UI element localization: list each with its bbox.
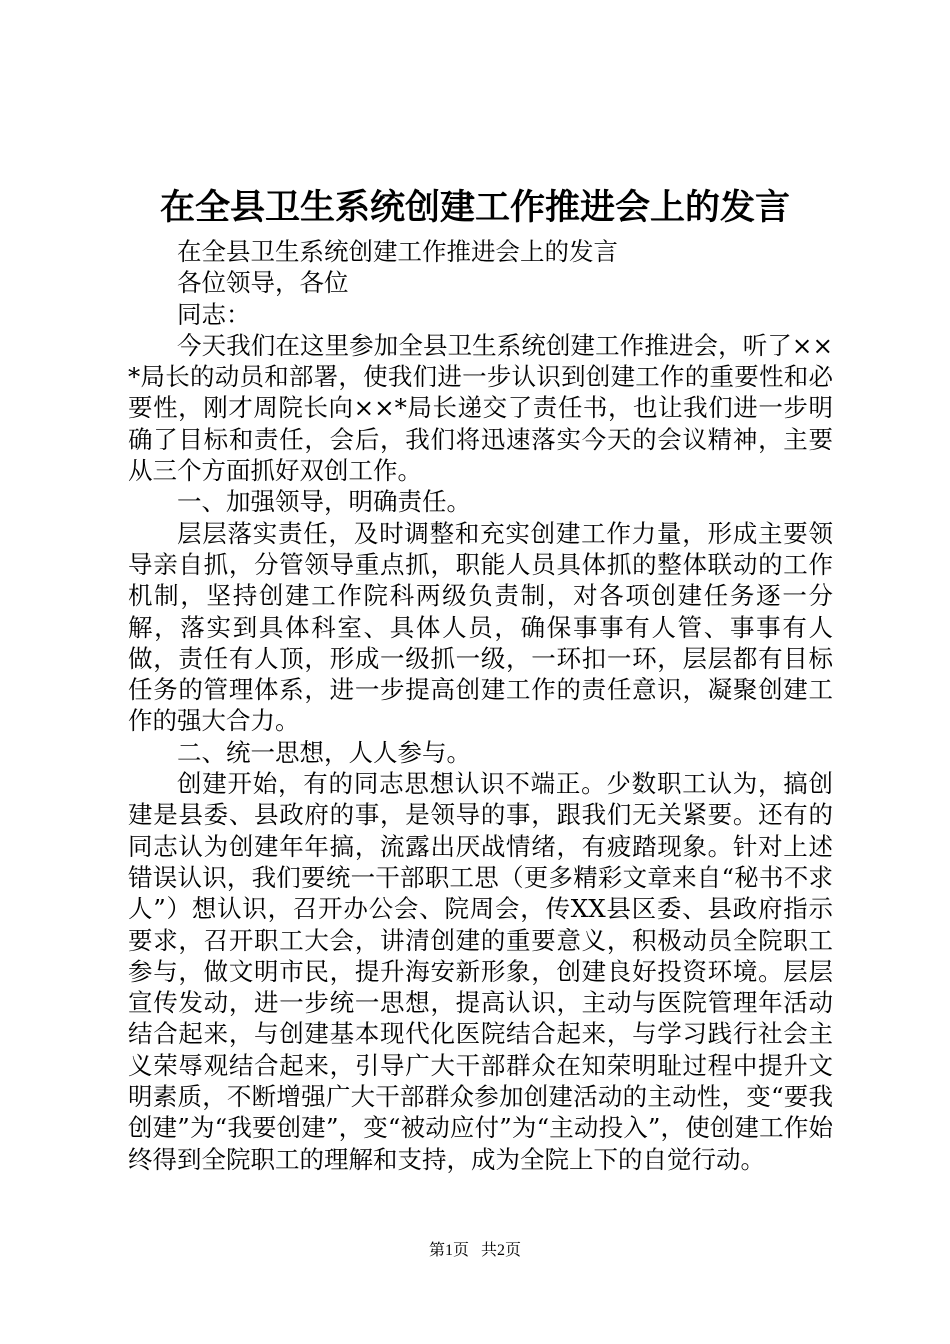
paragraph-salutation-cont: 同志：: [177, 299, 251, 329]
paragraph-section-1: 层层落实责任，及时调整和充实创建工作力量，形成主要领导亲自抓，分管领导重点抓，职能人员具体抓的整体联动的工作机制，坚持创建工作院科两级负责制，对各项创建任务逐一分解，落实到具体科室、具体人员，确保事事有人管、事事有人做，责任有人顶，形成一级抓一级，一环扣一环，层层都有目标任务的管理体系，进一步提高创建工作的责任意识，凝聚创建工作的强大合力。: [128, 518, 833, 736]
paragraph-subtitle: 在全县卫生系统创建工作推进会上的发言: [177, 237, 618, 266]
document-body: [128, 236, 833, 1175]
page-footer: [0, 1239, 950, 1263]
page-total: 共2页: [481, 1242, 522, 1259]
paragraph-intro: 今天我们在这里参加全县卫生系统创建工作推进会，听了××*局长的动员和部署，使我们进一步认识到创建工作的重要性和必要性，刚才周院长向××*局长递交了责任书，也让我们进一步明确了目标和责任，会后，我们将迅速落实今天的会议精神，主要从三个方面抓好双创工作。: [128, 330, 833, 486]
paragraph-section-2: 创建开始，有的同志思想认识不端正。少数职工认为，搞创建是县委、县政府的事，是领导的事，跟我们无关紧要。还有的同志认为创建年年搞，流露出厌战情绪，有疲踏现象。针对上述错误认识，我们要统一干部职工思（更多精彩文章来自“秘书不求人”）想认识，召开办公会、院周会，传XX县区委、县政府指示要求，召开职工大会，讲清创建的重要意义，积极动员全院职工参与，做文明市民，提升海安新形象，创建良好投资环境。层层宣传发动，进一步统一思想，提高认识，主动与医院管理年活动结合起来，与创建基本现代化医院结合起来，与学习践行社会主义荣辱观结合起来，引导广大干部群众在知荣明耻过程中提升文明素质，不断增强广大干部群众参加创建活动的主动性，变“要我创建”为“我要创建”，变“被动应付”为“主动投入”，使创建工作始终得到全院职工的理解和支持，成为全院上下的自觉行动。: [128, 769, 833, 1174]
page-number: 第1页: [428, 1242, 469, 1259]
section-heading-1: 一、加强领导，明确责任。: [177, 487, 471, 517]
paragraph-salutation: 各位领导，各位: [177, 268, 349, 298]
document-title: 在全县卫生系统创建工作推进会上的发言: [159, 187, 790, 228]
section-heading-2: 二、统一思想，人人参与。: [177, 737, 471, 767]
